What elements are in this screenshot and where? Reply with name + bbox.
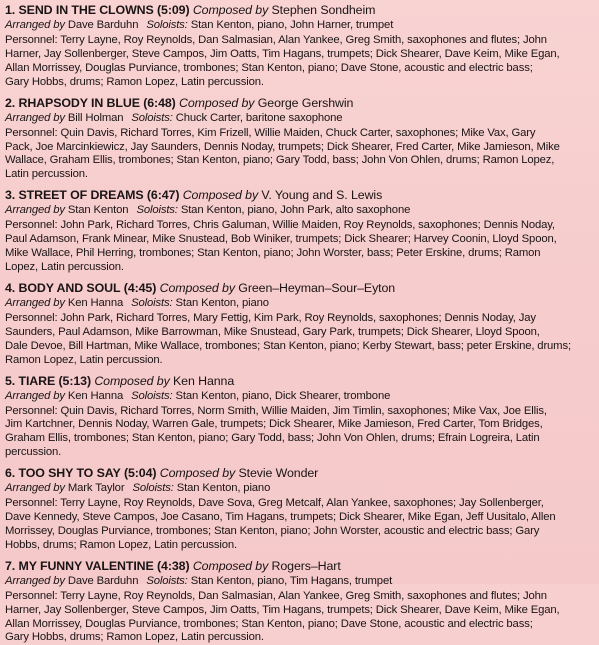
arrangement-line [5, 389, 599, 403]
composed-by-label: Composed by [179, 95, 255, 110]
track-number: 1. [5, 3, 16, 17]
composed-by-label: Composed by [94, 373, 170, 388]
track-number: 6. [5, 466, 16, 481]
arrangement-line [5, 296, 599, 310]
personnel-paragraph [5, 497, 597, 553]
personnel-paragraph [5, 127, 597, 183]
arranged-by-label: Arranged by [5, 19, 65, 31]
personnel-line: Latin percussion. [5, 168, 88, 181]
personnel-line: Jim Kartchner, Dennis Noday, Warren Gale, trumpets; Dick Shearer, Mike Jamieson, Fred Carter, Tom Bridges, [5, 418, 543, 431]
track-title: TIARE [18, 373, 56, 388]
track-title: BODY AND SOUL [18, 280, 121, 295]
personnel-line: Personnel: John Park, Richard Torres, Chris Galuman, Willie Maiden, Roy Reynolds, saxophones; Dennis Noday, [5, 219, 555, 232]
personnel-line: percussion. [5, 446, 62, 459]
track-duration: (5:13) [58, 373, 91, 388]
personnel-line: Harner, Jay Sollenberger, Steve Campos, Jim Oatts, Tim Hagans, trumpets; Dick Shearer, Dave Keim, Mike Egan, [5, 47, 560, 60]
track-entry [5, 3, 599, 90]
soloists-label: Soloists: [146, 574, 188, 587]
track-heading [5, 559, 599, 574]
soloists: Stan Kenton, piano, Dick Shearer, trombone [175, 389, 391, 402]
composer: Rogers–Hart [271, 558, 341, 573]
track-heading [5, 374, 599, 389]
personnel-line: Saunders, Paul Adamson, Mike Barrowman, Mike Snustead, Gary Park, trumpets; Dick Shearer, Lloyd Spoon, [5, 325, 540, 338]
personnel-line: Personnel: Quin Davis, Richard Torres, Kim Frizell, Willie Maiden, Chuck Carter, saxophones; Mike Vax, Gary [5, 126, 536, 139]
soloists: Stan Kenton, piano, Tim Hagans, trumpet [190, 574, 393, 587]
soloists-label: Soloists: [131, 111, 173, 124]
track-duration: (4:38) [157, 558, 190, 573]
composed-by-label: Composed by [192, 3, 269, 17]
arranger: Ken Hanna [67, 296, 124, 309]
personnel-line: Ramon Lopez, Latin percussion. [5, 353, 163, 366]
arrangement-line [5, 574, 599, 588]
track-entry [5, 281, 599, 368]
arranged-by-label: Arranged by [5, 574, 65, 587]
personnel-paragraph [5, 590, 597, 645]
track-title: SEND IN THE CLOWNS [18, 3, 154, 17]
arranged-by-label: Arranged by [5, 389, 65, 402]
track-heading [5, 281, 599, 296]
track-title: MY FUNNY VALENTINE [18, 558, 154, 573]
track-duration: (5:04) [123, 466, 157, 481]
track-number: 4. [5, 280, 16, 295]
personnel-line: Pack, Joe Marcinkiewicz, Jay Saunders, Dennis Noday, trumpets; Dick Shearer, Fred Carter, Mike Jamieson, Mike [5, 140, 560, 153]
composed-by-label: Composed by [192, 558, 269, 573]
personnel-line: Personnel: Terry Layne, Roy Reynolds, Dave Sova, Greg Metcalf, Alan Yankee, saxophones; Jay Sollenberger, [5, 497, 544, 510]
personnel-line: Personnel: John Park, Richard Torres, Mary Fettig, Kim Park, Roy Reynolds, saxophones; Dennis Noday, Jay [5, 311, 536, 324]
track-duration: (6:48) [143, 95, 176, 110]
soloists: Stan Kenton, piano, John Park, alto saxophone [180, 204, 411, 217]
arranged-by-label: Arranged by [5, 482, 65, 495]
track-title: STREET OF DREAMS [18, 188, 144, 203]
composer: Stevie Wonder [238, 466, 319, 481]
track-number: 2. [5, 95, 16, 110]
personnel-line: Personnel: Quin Davis, Richard Torres, Norm Smith, Willie Maiden, Jim Timlin, saxophones; Mike Vax, Joe Ellis, [5, 404, 547, 417]
personnel-line: Wallace, Graham Ellis, trombones; Stan Kenton, piano; Gary Todd, bass; John Von Ohlen, drums; Ramon Lopez, [5, 154, 555, 167]
composed-by-label: Composed by [182, 188, 259, 203]
arranger: Dave Barduhn [67, 19, 139, 31]
arrangement-line [5, 203, 599, 217]
soloists: Stan Kenton, piano, John Harner, trumpet [190, 19, 394, 31]
composed-by-label: Composed by [159, 280, 235, 295]
track-duration: (6:47) [146, 188, 180, 203]
personnel-line: Gary Hobbs, drums; Ramon Lopez, Latin percussion. [5, 75, 264, 88]
personnel-line: Allan Morrissey, Douglas Purviance, trombones; Stan Kenton, piano; Dave Stone, acoustic and electric bass; [5, 617, 533, 630]
arranger: Ken Hanna [67, 389, 124, 402]
personnel-paragraph [5, 34, 597, 90]
track-entry [5, 559, 599, 645]
soloists: Chuck Carter, baritone saxophone [175, 111, 343, 124]
soloists-label: Soloists: [132, 482, 174, 495]
track-duration: (4:45) [123, 280, 157, 295]
personnel-paragraph [5, 219, 597, 275]
personnel-line: Morrissey, Douglas Purviance, trombones; Stan Kenton, piano; John Worster, acoustic and electric bass; Gary [5, 524, 540, 537]
personnel-line: Harner, Jay Sollenberger, Steve Campos, Jim Oatts, Tim Hagans, trumpets; Dick Shearer, Dave Keim, Mike Egan, [5, 603, 560, 616]
personnel-line: Personnel: Terry Layne, Roy Reynolds, Dan Salmasian, Alan Yankee, Greg Smith, saxophones and flutes; John [5, 589, 547, 602]
arranger: Dave Barduhn [67, 574, 139, 587]
composer: V. Young and S. Lewis [261, 188, 383, 203]
arranger: Bill Holman [67, 111, 124, 124]
personnel-paragraph [5, 405, 597, 461]
soloists-label: Soloists: [136, 204, 178, 217]
personnel-line: Dale Devoe, Bill Hartman, Mike Wallace, trombones; Stan Kenton, piano; Kerby Stewart, bass; peter Erskine, drums; [5, 339, 571, 352]
track-number: 7. [5, 558, 16, 573]
arranger: Stan Kenton [67, 204, 129, 217]
personnel-line: Dave Kennedy, Steve Campos, Joe Casano, Tim Hagans, trumpets; Dick Shearer, Mike Egan, Jeff Uusitalo, Allen [5, 511, 556, 524]
personnel-paragraph [5, 312, 597, 368]
composer: George Gershwin [257, 95, 354, 110]
track-heading [5, 96, 599, 111]
track-title: TOO SHY TO SAY [18, 466, 121, 481]
track-title: RHAPSODY IN BLUE [18, 95, 140, 110]
personnel-line: Allan Morrissey, Douglas Purviance, trombones; Stan Kenton, piano; Dave Stone, acoustic and electric bass; [5, 61, 533, 74]
soloists-label: Soloists: [131, 296, 173, 309]
soloists: Stan Kenton, piano [175, 296, 269, 309]
composer: Green–Heyman–Sour–Eyton [238, 280, 396, 295]
personnel-line: Lopez, Latin percussion. [5, 260, 124, 273]
arranged-by-label: Arranged by [5, 296, 65, 309]
arrangement-line [5, 111, 599, 125]
personnel-line: Hobbs, drums; Ramon Lopez, Latin percussion. [5, 538, 238, 551]
track-number: 5. [5, 373, 16, 388]
personnel-line: Graham Ellis, trombones; Stan Kenton, piano; Gary Todd, bass; John Von Ohlen, drums; Efrain Logreira, Latin [5, 432, 540, 445]
personnel-line: Paul Adamson, Frank Minear, Mike Snustead, Bob Winiker, trumpets; Dick Shearer; Harvey Coonin, Lloyd Spoon, [5, 233, 557, 246]
personnel-line: Personnel: Terry Layne, Roy Reynolds, Dan Salmasian, Alan Yankee, Greg Smith, saxophones and flutes; John [5, 34, 547, 46]
track-entry [5, 466, 599, 553]
composer: Stephen Sondheim [271, 3, 376, 17]
arranged-by-label: Arranged by [5, 111, 65, 124]
personnel-line: Mike Wallace, Phil Herring, trombones; Stan Kenton, piano; John Worster, bass; Peter Erskine, drums; Ramon [5, 247, 541, 260]
track-duration: (5:09) [157, 3, 190, 17]
track-heading [5, 3, 599, 18]
arranged-by-label: Arranged by [5, 204, 65, 217]
track-entry [5, 96, 599, 183]
composed-by-label: Composed by [159, 466, 236, 481]
track-number: 3. [5, 188, 16, 203]
soloists: Stan Kenton, piano [176, 482, 271, 495]
track-heading [5, 188, 599, 203]
track-heading [5, 466, 599, 481]
soloists-label: Soloists: [146, 19, 188, 31]
track-entry [5, 188, 599, 275]
arrangement-line [5, 18, 599, 32]
arranger: Mark Taylor [67, 482, 125, 495]
track-entry [5, 374, 599, 461]
soloists-label: Soloists: [131, 389, 173, 402]
composer: Ken Hanna [173, 373, 235, 388]
personnel-line: Gary Hobbs, drums; Ramon Lopez, Latin percussion. [5, 631, 264, 644]
arrangement-line [5, 481, 599, 495]
